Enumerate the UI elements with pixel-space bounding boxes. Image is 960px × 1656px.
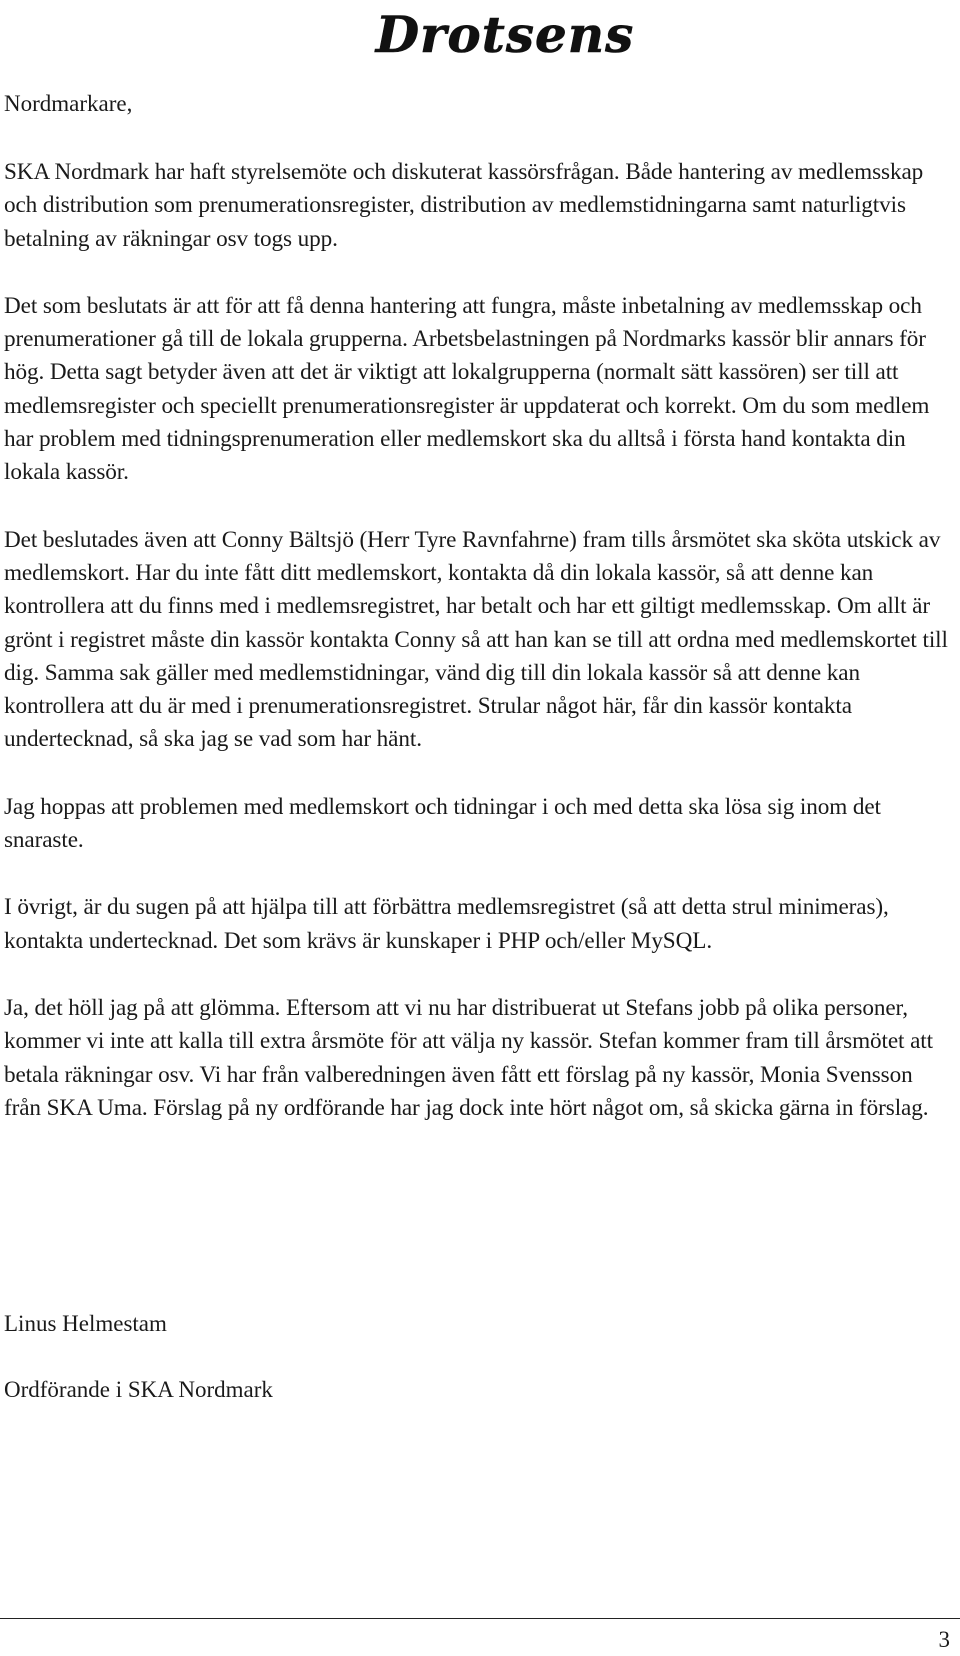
letter-paragraph: Ja, det höll jag på att glömma. Eftersom att vi nu har distribuerat ut Stefans jobb på olika personer, kommer vi inte att kalla till extra årsmöte för att välja ny kassör. Stefan kommer fram till årsmötet att betala räkningar osv. Vi har från valberedningen även fått ett förslag på ny kassör, Monia Svensson från SKA Uma. Förslag på ny ordförande har jag dock inte hört något om, så skicka gärna in förslag. — [4, 994, 933, 1121]
masthead-title-text: Drotsens — [375, 5, 635, 64]
footer-divider — [0, 1618, 960, 1619]
letter-paragraph: Det som beslutats är att för att få denna hantering att fungra, måste inbetalning av medlemsskap och prenumerationer gå till de lokala grupperna. Arbetsbelastningen på Nordmarks kassör blir annars för hög. Detta sagt betyder även att det är viktigt att lokalgrupperna (normalt sätt kassören) ser till att medlemsregister och speciellt prenumerationsregister är uppdaterat och korrekt. Om du som medlem har problem med tidningsprenumeration eller medlemskort ska du alltså i första hand kontakta din lokala kassör. — [4, 292, 930, 486]
letter-body — [4, 156, 954, 1159]
masthead-title — [355, 0, 655, 70]
signature-name: Linus Helmestam — [4, 1311, 167, 1336]
letter-paragraph: Det beslutades även att Conny Bältsjö (Herr Tyre Ravnfahrne) fram tills årsmötet ska sköta utskick av medlemskort. Har du inte fått ditt medlemskort, kontakta då din lokala kassör, så att denne kan kontrollera att du finns med i medlemsregistret, har betalt och har ett giltigt medlemsskap. Om allt är grönt i registret måste din kassör kontakta Conny så att han kan se till att ordna med medlemskortet till dig. Samma sak gäller med medlemstidningar, vänd dig till din lokala kassör så att denne kan kontrollera att du är med i prenumerationsregistret. Strular något här, får din kassör kontakta undertecknad, så ska jag se vad som har hänt. — [4, 526, 948, 753]
masthead-blackletter-logo — [355, 0, 655, 70]
letter-paragraph: Jag hoppas att problemen med medlemskort och tidningar i och med detta ska lösa sig inom det snaraste. — [4, 793, 881, 854]
signature-title: Ordförande i SKA Nordmark — [4, 1377, 273, 1402]
page-number: 3 — [938, 1627, 950, 1652]
letter-paragraph: SKA Nordmark har haft styrelsemöte och diskuterat kassörsfrågan. Både hantering av medlemsskap och distribution som prenumerationsregister, distribution av medlemstidningarna samt naturligtvis betalning av räkningar osv togs upp. — [4, 159, 924, 252]
letter-paragraph: I övrigt, är du sugen på att hjälpa till att förbättra medlemsregistret (så att detta strul minimeras), kontakta undertecknad. Det som krävs är kunskaper i PHP och/eller MySQL. — [4, 894, 889, 954]
letter-salutation: Nordmarkare, — [4, 91, 133, 116]
